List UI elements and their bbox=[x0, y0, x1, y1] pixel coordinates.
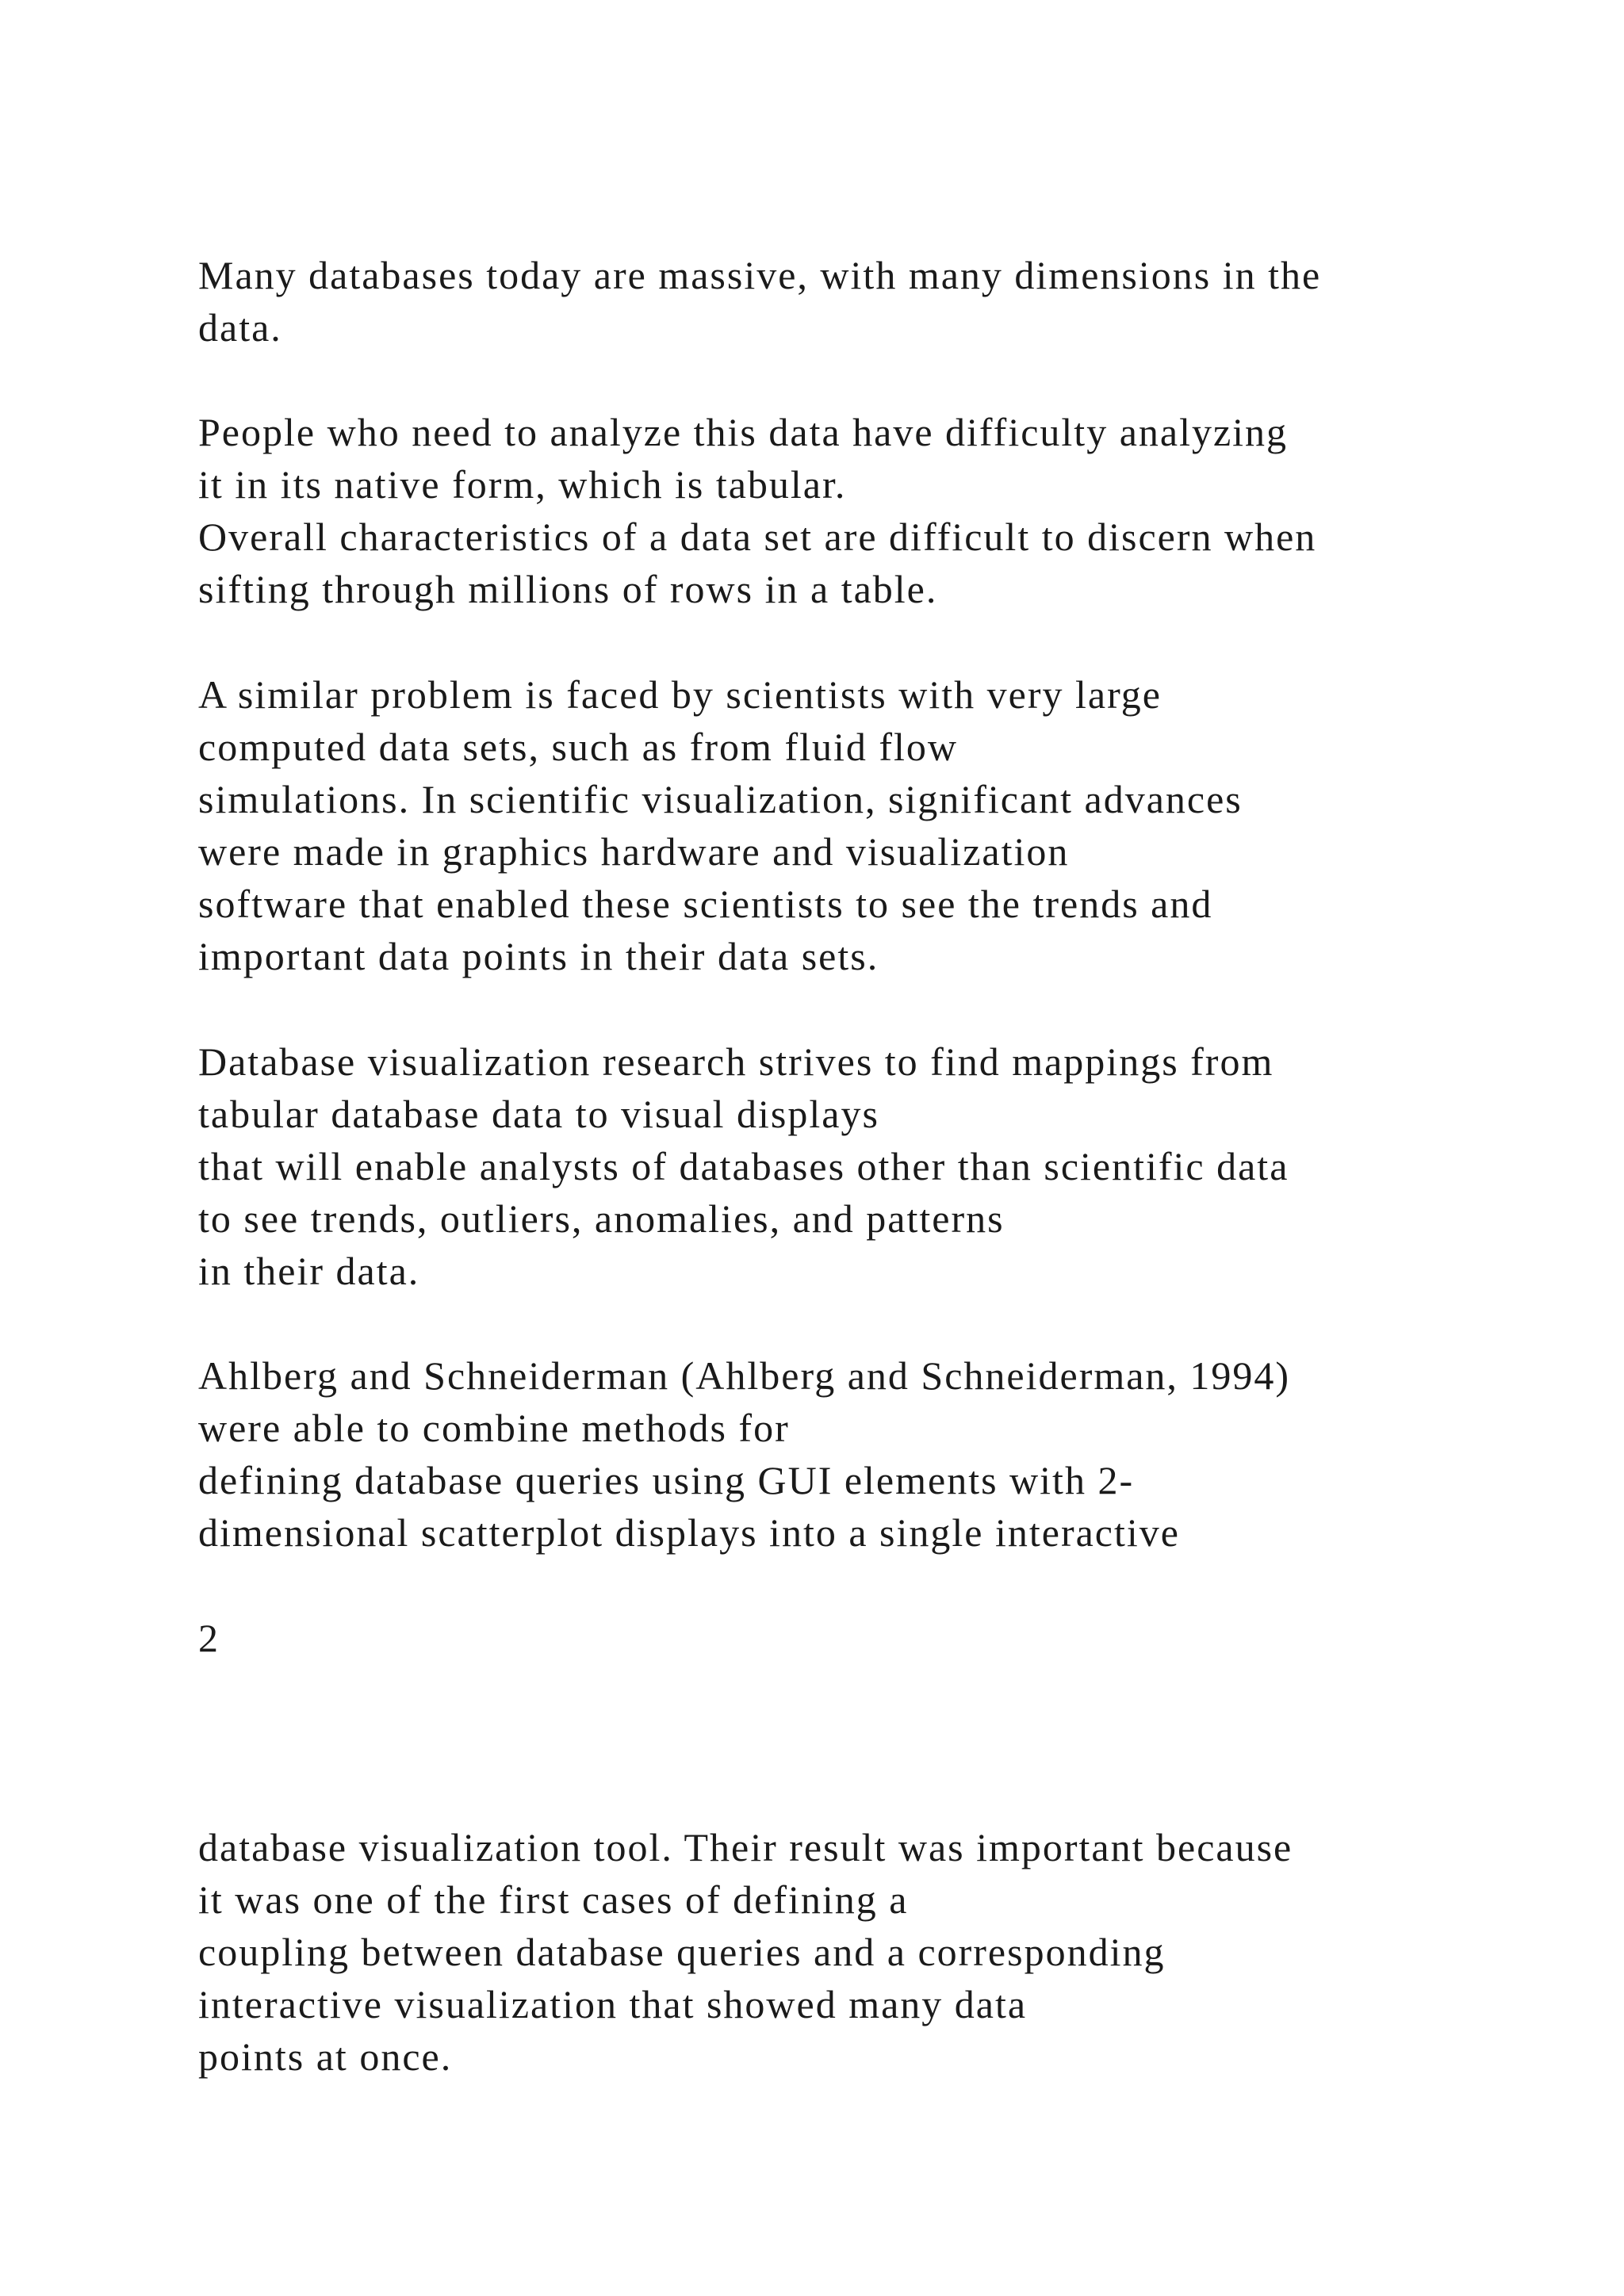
text-line: coupling between database queries and a corresponding bbox=[198, 1930, 1166, 1974]
text-line: that will enable analysts of databases other than scientific data bbox=[198, 1144, 1289, 1188]
text-line: points at once. bbox=[198, 2034, 453, 2079]
text-line: important data points in their data sets. bbox=[198, 934, 879, 978]
text-line: defining database queries using GUI elements with 2- bbox=[198, 1458, 1135, 1502]
text-line: interactive visualization that showed many data bbox=[198, 1982, 1028, 2026]
text-line: to see trends, outliers, anomalies, and patterns bbox=[198, 1196, 1005, 1241]
text-line: were able to combine methods for bbox=[198, 1406, 790, 1450]
text-line: simulations. In scientific visualization, significant advances bbox=[198, 777, 1243, 821]
text-line: software that enabled these scientists to see the trends and bbox=[198, 882, 1213, 926]
text-line: Many databases today are massive, with many dimensions in the bbox=[198, 253, 1322, 297]
text-line: database visualization tool. Their result was important because bbox=[198, 1825, 1293, 1869]
text-line: dimensional scatterplot displays into a single interactive bbox=[198, 1510, 1180, 1555]
text-line: People who need to analyze this data have difficulty analyzing bbox=[198, 410, 1289, 454]
text-line: in their data. bbox=[198, 1249, 420, 1293]
text-line: Overall characteristics of a data set are difficult to discern when bbox=[198, 515, 1317, 559]
text-line: data. bbox=[198, 305, 282, 350]
text-line: it was one of the first cases of defining a bbox=[198, 1877, 909, 1922]
text-line: Ahlberg and Schneiderman (Ahlberg and Schneiderman, 1994) bbox=[198, 1353, 1291, 1398]
text-line: were made in graphics hardware and visualization bbox=[198, 829, 1070, 874]
text-line: A similar problem is faced by scientists with very large bbox=[198, 672, 1162, 717]
text-line: Database visualization research strives to find mappings from bbox=[198, 1039, 1274, 1084]
text-line: sifting through millions of rows in a table. bbox=[198, 567, 938, 611]
text-line: it in its native form, which is tabular. bbox=[198, 462, 847, 507]
text-line: tabular database data to visual displays bbox=[198, 1092, 879, 1136]
text-line: computed data sets, such as from fluid flow bbox=[198, 725, 959, 769]
page-number: 2 bbox=[198, 1616, 220, 1660]
